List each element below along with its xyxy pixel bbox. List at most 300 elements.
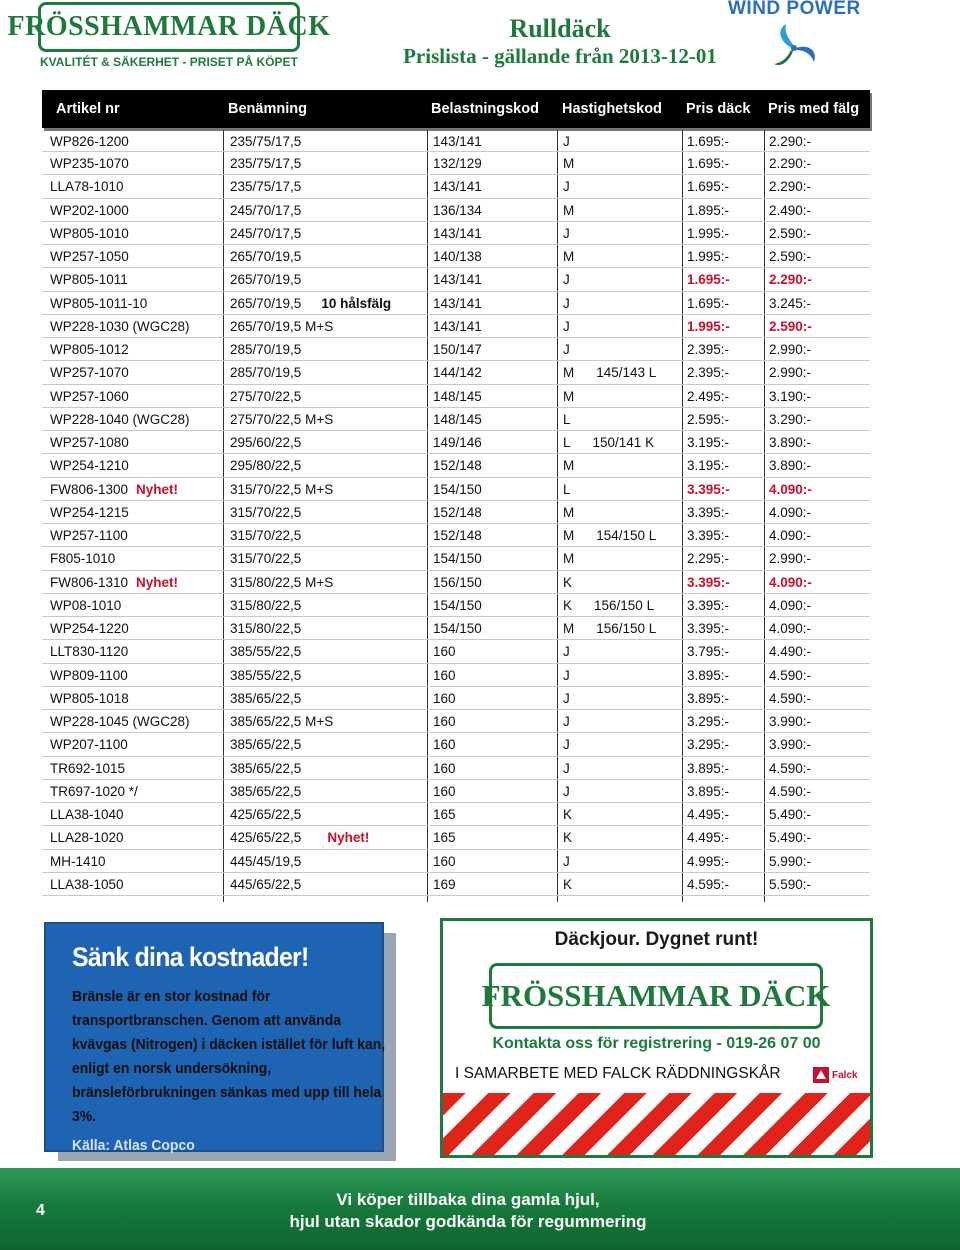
cell-text: M (563, 365, 575, 381)
cell-art (50, 431, 129, 453)
cell-text: 4.590:- (769, 760, 812, 776)
cell-art (50, 640, 128, 662)
cell-load (433, 501, 482, 523)
cell-art (50, 315, 190, 337)
cell-text: 143/141 (433, 179, 482, 195)
table-row (42, 687, 870, 710)
card-brand: FRÖSSHAMMAR DÄCK (481, 978, 831, 1013)
cell-text: 1.695:- (687, 295, 730, 311)
cell-text: J (563, 179, 570, 195)
cell-text: 152/148 (433, 504, 482, 520)
cell-text: WP228-1030 (WGC28) (50, 318, 190, 334)
cell-text: 315/70/22,5 (230, 551, 302, 567)
cell-art (50, 454, 129, 476)
cell-text: 3.395:- (687, 597, 730, 613)
cell-price (687, 292, 729, 314)
cell-text: J (563, 342, 570, 357)
cell-text: 1.695:- (687, 134, 730, 149)
cell-price-rim (769, 292, 811, 314)
cell-text: LLT830-1120 (50, 644, 129, 660)
cell-text: J (563, 134, 570, 149)
falck-label: Falck (832, 1069, 858, 1081)
cell-ben (230, 175, 301, 197)
cell-text: L (563, 481, 571, 497)
cell-price-rim (769, 826, 811, 848)
table-row (42, 385, 870, 408)
cell-text: 148/145 (433, 411, 482, 427)
cell-price-rim (769, 245, 811, 267)
cell-text: L (563, 411, 571, 427)
cell-load (433, 361, 482, 383)
cell-text: L (563, 435, 571, 450)
cell-text: WP805-1012 (50, 342, 129, 357)
cell-price (687, 571, 730, 593)
cell-text: J (563, 295, 570, 311)
table-row (42, 733, 870, 756)
cell-text: 2.590:- (769, 225, 812, 241)
cell-text: 140/138 (433, 249, 482, 264)
cell-text: 265/70/19,5 (230, 249, 302, 264)
cell-art (50, 478, 178, 500)
cell-text: 3.895:- (687, 760, 730, 776)
cell-speed (563, 130, 570, 151)
cell-text: J (563, 225, 570, 241)
cell-art (50, 130, 129, 151)
cell-price (687, 780, 729, 802)
cell-art (50, 524, 128, 546)
cell-ben (230, 385, 301, 407)
cell-art (50, 710, 190, 732)
table-row (42, 478, 870, 501)
footer-bar (0, 1168, 960, 1250)
cell-text: LLA38-1040 (50, 807, 124, 822)
table-row (42, 408, 870, 431)
cell-text: 1.995:- (687, 225, 730, 241)
cell-price-rim (769, 315, 812, 337)
cell-ben (230, 547, 301, 569)
cell-speed (563, 524, 656, 546)
cell-load (433, 454, 482, 476)
cell-text: 160 (433, 644, 456, 660)
column-header-artikel: Artikel nr (56, 101, 120, 117)
cell-price (687, 152, 729, 174)
cell-text: 160 (433, 783, 456, 799)
cell-text: 5.490:- (769, 807, 812, 822)
cell-text: 2.395:- (687, 342, 730, 357)
table-row (42, 757, 870, 780)
cell-price-rim (769, 803, 811, 825)
cell-ben (230, 594, 301, 616)
cell-load (433, 571, 482, 593)
cell-text: 3.890:- (769, 435, 812, 450)
column-header-hastighetskod: Hastighetskod (562, 101, 662, 117)
cell-text: FW806-1300 (50, 481, 129, 497)
cell-text: 2.290:- (769, 134, 812, 149)
cell-text: LLA38-1050 (50, 876, 124, 892)
cell-ben (230, 780, 301, 802)
cell-text: 4.090:- (769, 621, 812, 636)
cell-text: 385/65/22,5 (230, 783, 302, 799)
cell-text: 154/150 (433, 481, 482, 497)
cell-text: LLA78-1010 (50, 179, 124, 195)
cell-text: 315/70/22,5 M+S (230, 481, 334, 497)
cell-art (50, 594, 121, 616)
cell-price (687, 850, 729, 872)
cell-price (687, 361, 729, 383)
cell-ben (230, 640, 301, 662)
cell-price-rim (769, 199, 811, 221)
new-badge: Nyhet! (136, 574, 179, 590)
footer-line-1: Vi köper tillbaka dina gamla hjul, (336, 1190, 600, 1209)
cell-price (687, 431, 729, 453)
cell-text: 445/65/22,5 (230, 876, 302, 892)
cell-text: 295/80/22,5 (230, 458, 302, 474)
cell-speed (563, 385, 574, 407)
cell-text: TR692-1015 (50, 760, 126, 776)
cell-speed (563, 826, 572, 848)
cell-price (687, 873, 729, 895)
table-row (42, 850, 870, 873)
table-row (42, 664, 870, 687)
cell-ben (230, 315, 333, 337)
cell-text: 4.590:- (769, 783, 812, 799)
cell-text: J (563, 690, 570, 706)
cell-price-rim (769, 733, 811, 755)
service-card (440, 918, 873, 1158)
cell-text: 385/55/22,5 (230, 667, 302, 683)
speed-alt: 145/143 L (596, 365, 657, 381)
cell-text: 3.195:- (687, 458, 730, 474)
cell-ben (230, 571, 333, 593)
cell-text: WP826-1200 (50, 134, 129, 149)
cell-text: F805-1010 (50, 551, 116, 567)
page-title: Rulldäck (509, 14, 611, 43)
cell-art (50, 687, 129, 709)
cell-text: 315/80/22,5 M+S (230, 574, 334, 590)
cell-text: 160 (433, 760, 456, 776)
cell-text: 315/80/22,5 (230, 597, 302, 613)
cell-art (50, 175, 124, 197)
cell-price-rim (769, 547, 811, 569)
cell-text: WP805-1011 (50, 272, 128, 288)
cell-text: TR697-1020 */ (50, 783, 138, 799)
cell-art (50, 338, 129, 360)
cell-text: K (563, 597, 573, 613)
cell-text: J (563, 318, 570, 334)
cell-speed (563, 245, 574, 267)
cell-text: 136/134 (433, 202, 482, 218)
cell-price-rim (769, 338, 811, 360)
cell-load (433, 524, 482, 546)
table-row (42, 594, 870, 617)
cell-ben (230, 710, 333, 732)
cell-price (687, 617, 729, 639)
cell-text: 385/55/22,5 (230, 644, 302, 660)
cell-price (687, 130, 729, 151)
cell-text: 165 (433, 830, 456, 846)
table-row (42, 199, 870, 222)
cell-text: FW806-1310 (50, 574, 129, 590)
new-badge: Nyhet! (327, 830, 370, 846)
cell-text: 295/60/22,5 (230, 435, 302, 450)
cell-art (50, 733, 128, 755)
cell-ben (230, 199, 301, 221)
table-row (42, 571, 870, 594)
cell-text: 2.495:- (687, 388, 730, 404)
cell-speed (563, 710, 570, 732)
column-header-pris-med-falg: Pris med fälg (768, 101, 860, 117)
cell-speed (563, 571, 572, 593)
cell-ben (230, 292, 391, 314)
cell-text: 445/45/19,5 (230, 853, 302, 869)
cell-text: 4.995:- (687, 853, 730, 869)
cell-text: WP805-1018 (50, 690, 129, 706)
cell-text: J (563, 760, 570, 776)
cell-text: 4.495:- (687, 830, 730, 846)
cell-load (433, 175, 482, 197)
cell-load (433, 152, 482, 174)
cell-text: 3.295:- (687, 737, 730, 753)
cell-price (687, 222, 729, 244)
cell-load (433, 315, 482, 337)
cell-text: 2.990:- (769, 342, 812, 357)
cell-text: 132/129 (433, 156, 482, 171)
cell-text: 143/141 (433, 295, 482, 311)
cell-ben (230, 687, 301, 709)
table-row (42, 547, 870, 570)
cell-text: 3.395:- (687, 528, 730, 543)
cell-art (50, 292, 147, 314)
cell-text: WP254-1220 (50, 621, 129, 636)
wind-power-label: WIND POWER (728, 0, 861, 19)
cell-text: 385/65/22,5 (230, 690, 302, 706)
cell-ben (230, 268, 301, 290)
cell-text: 3.890:- (769, 458, 812, 474)
cell-art (50, 385, 129, 407)
cell-art (50, 547, 115, 569)
cell-ben (230, 408, 333, 430)
cell-art (50, 199, 129, 221)
cell-text: WP254-1210 (50, 458, 129, 474)
cell-ben (230, 152, 301, 174)
cell-price-rim (769, 640, 811, 662)
cell-text: 4.495:- (687, 807, 730, 822)
speed-alt: 156/150 L (596, 621, 657, 636)
cell-load (433, 803, 456, 825)
cell-load (433, 687, 456, 709)
cell-text: 4.595:- (687, 876, 730, 892)
cell-art (50, 245, 129, 267)
cell-text: 1.695:- (687, 156, 730, 171)
table-row (42, 524, 870, 547)
cell-load (433, 199, 482, 221)
table-row (42, 431, 870, 454)
cell-text: 2.990:- (769, 551, 812, 567)
table-row (42, 710, 870, 733)
cell-speed (563, 175, 570, 197)
cell-text: WP257-1050 (50, 249, 129, 264)
cell-load (433, 130, 482, 151)
cell-price-rim (769, 757, 811, 779)
cell-price (687, 408, 729, 430)
cell-price-rim (769, 222, 811, 244)
cell-price-rim (769, 617, 811, 639)
falck-logo (813, 1065, 863, 1085)
cell-speed (563, 478, 571, 500)
cell-price (687, 385, 729, 407)
cell-text: 3.395:- (687, 621, 730, 636)
table-row (42, 803, 870, 826)
cell-text: K (563, 807, 573, 822)
cell-text: 2.490:- (769, 202, 812, 218)
cell-price-rim (769, 524, 811, 546)
cell-text: 2.290:- (769, 272, 812, 288)
promo-source: Källa: Atlas Copco (72, 1137, 195, 1154)
cell-text: 150/147 (433, 342, 482, 357)
cell-text: 2.590:- (769, 249, 812, 264)
cell-speed (563, 617, 656, 639)
cell-text: WP805-1010 (50, 225, 129, 241)
table-row (42, 268, 870, 291)
cell-ben (230, 826, 369, 848)
page-number: 4 (36, 1202, 45, 1219)
cell-price (687, 733, 729, 755)
cell-price (687, 547, 729, 569)
cell-text: J (563, 783, 570, 799)
cell-speed (563, 687, 570, 709)
cell-text: 3.295:- (687, 714, 730, 729)
cell-text: 2.295:- (687, 551, 730, 567)
cell-text: 1.695:- (687, 272, 730, 288)
cell-text: 154/150 (433, 621, 482, 636)
cell-ben (230, 501, 301, 523)
cell-ben (230, 130, 301, 151)
cell-load (433, 664, 456, 686)
cell-load (433, 292, 482, 314)
cell-price (687, 757, 729, 779)
cell-text: 4.090:- (769, 574, 812, 590)
cell-price-rim (769, 710, 811, 732)
cell-speed (563, 454, 574, 476)
cell-price (687, 268, 730, 290)
cell-text: 385/65/22,5 (230, 760, 302, 776)
cell-text: 4.090:- (769, 528, 812, 543)
table-row (42, 640, 870, 663)
table-header (42, 90, 870, 128)
cell-load (433, 640, 456, 662)
new-badge: Nyhet! (136, 481, 179, 497)
cell-text: 3.290:- (769, 411, 812, 427)
cell-load (433, 222, 482, 244)
cell-price-rim (769, 571, 812, 593)
cell-text: WP235-1070 (50, 156, 129, 171)
cell-text: J (563, 644, 570, 660)
cell-load (433, 733, 456, 755)
cell-text: MH-1410 (50, 853, 106, 869)
cell-text: 1.995:- (687, 249, 730, 264)
cell-art (50, 850, 106, 872)
cell-price-rim (769, 594, 811, 616)
cell-speed (563, 873, 572, 895)
table-row (42, 454, 870, 477)
cell-price-rim (769, 501, 811, 523)
cell-price-rim (769, 454, 811, 476)
table-row (42, 780, 870, 803)
cell-text: 4.090:- (769, 597, 812, 613)
cell-speed (563, 501, 574, 523)
cell-speed (563, 547, 574, 569)
brand-name: FRÖSSHAMMAR DÄCK (7, 11, 331, 42)
cell-speed (563, 361, 656, 383)
cell-text: M (563, 504, 575, 520)
cell-text: WP257-1070 (50, 365, 129, 381)
cell-text: 154/150 (433, 551, 482, 567)
cell-text: 285/70/19,5 (230, 365, 302, 381)
cell-price (687, 710, 729, 732)
cell-text: WP202-1000 (50, 202, 129, 218)
cell-load (433, 617, 482, 639)
cell-text: M (563, 202, 575, 218)
cell-ben (230, 524, 301, 546)
cell-price-rim (769, 175, 811, 197)
cell-price-rim (769, 664, 811, 686)
cell-ben (230, 245, 301, 267)
cell-price-rim (769, 780, 811, 802)
promo-box (44, 922, 384, 1152)
warning-stripes (443, 1093, 870, 1158)
cell-price (687, 803, 729, 825)
falck-logo-icon (813, 1067, 829, 1083)
page-subtitle: Prislista - gällande från 2013-12-01 (403, 44, 717, 68)
cell-art (50, 617, 129, 639)
cell-speed (563, 152, 574, 174)
cell-text: 235/75/17,5 (230, 156, 302, 171)
brand-logo-box (7, 2, 331, 52)
rim-note: 10 hålsfälg (321, 295, 392, 311)
cell-speed (563, 315, 570, 337)
cell-text: 143/141 (433, 225, 482, 241)
cell-price (687, 245, 729, 267)
cell-price-rim (769, 130, 811, 151)
cell-load (433, 385, 482, 407)
cell-text: 3.895:- (687, 783, 730, 799)
cell-ben (230, 361, 301, 383)
cell-text: 3.190:- (769, 388, 812, 404)
cell-text: WP805-1011-10 (50, 295, 148, 311)
cell-ben (230, 664, 301, 686)
cell-text: J (563, 853, 570, 869)
cell-text: M (563, 458, 575, 474)
cell-price (687, 315, 730, 337)
cell-text: 245/70/17,5 (230, 202, 302, 218)
cell-text: M (563, 156, 575, 171)
cell-speed (563, 222, 570, 244)
cell-price-rim (769, 850, 811, 872)
cell-art (50, 501, 129, 523)
cell-text: 4.590:- (769, 690, 812, 706)
card-brand-box (481, 963, 831, 1029)
card-contact: Kontakta oss för registrering - 019-26 07 00 (492, 1035, 821, 1052)
cell-speed (563, 431, 654, 453)
speed-alt: 154/150 L (596, 528, 657, 543)
cell-ben (230, 478, 333, 500)
cell-text: 235/75/17,5 (230, 134, 302, 149)
cell-price-rim (769, 687, 811, 709)
cell-text: 160 (433, 667, 456, 683)
cell-ben (230, 222, 301, 244)
cell-speed (563, 292, 570, 314)
cell-text: M (563, 388, 575, 404)
